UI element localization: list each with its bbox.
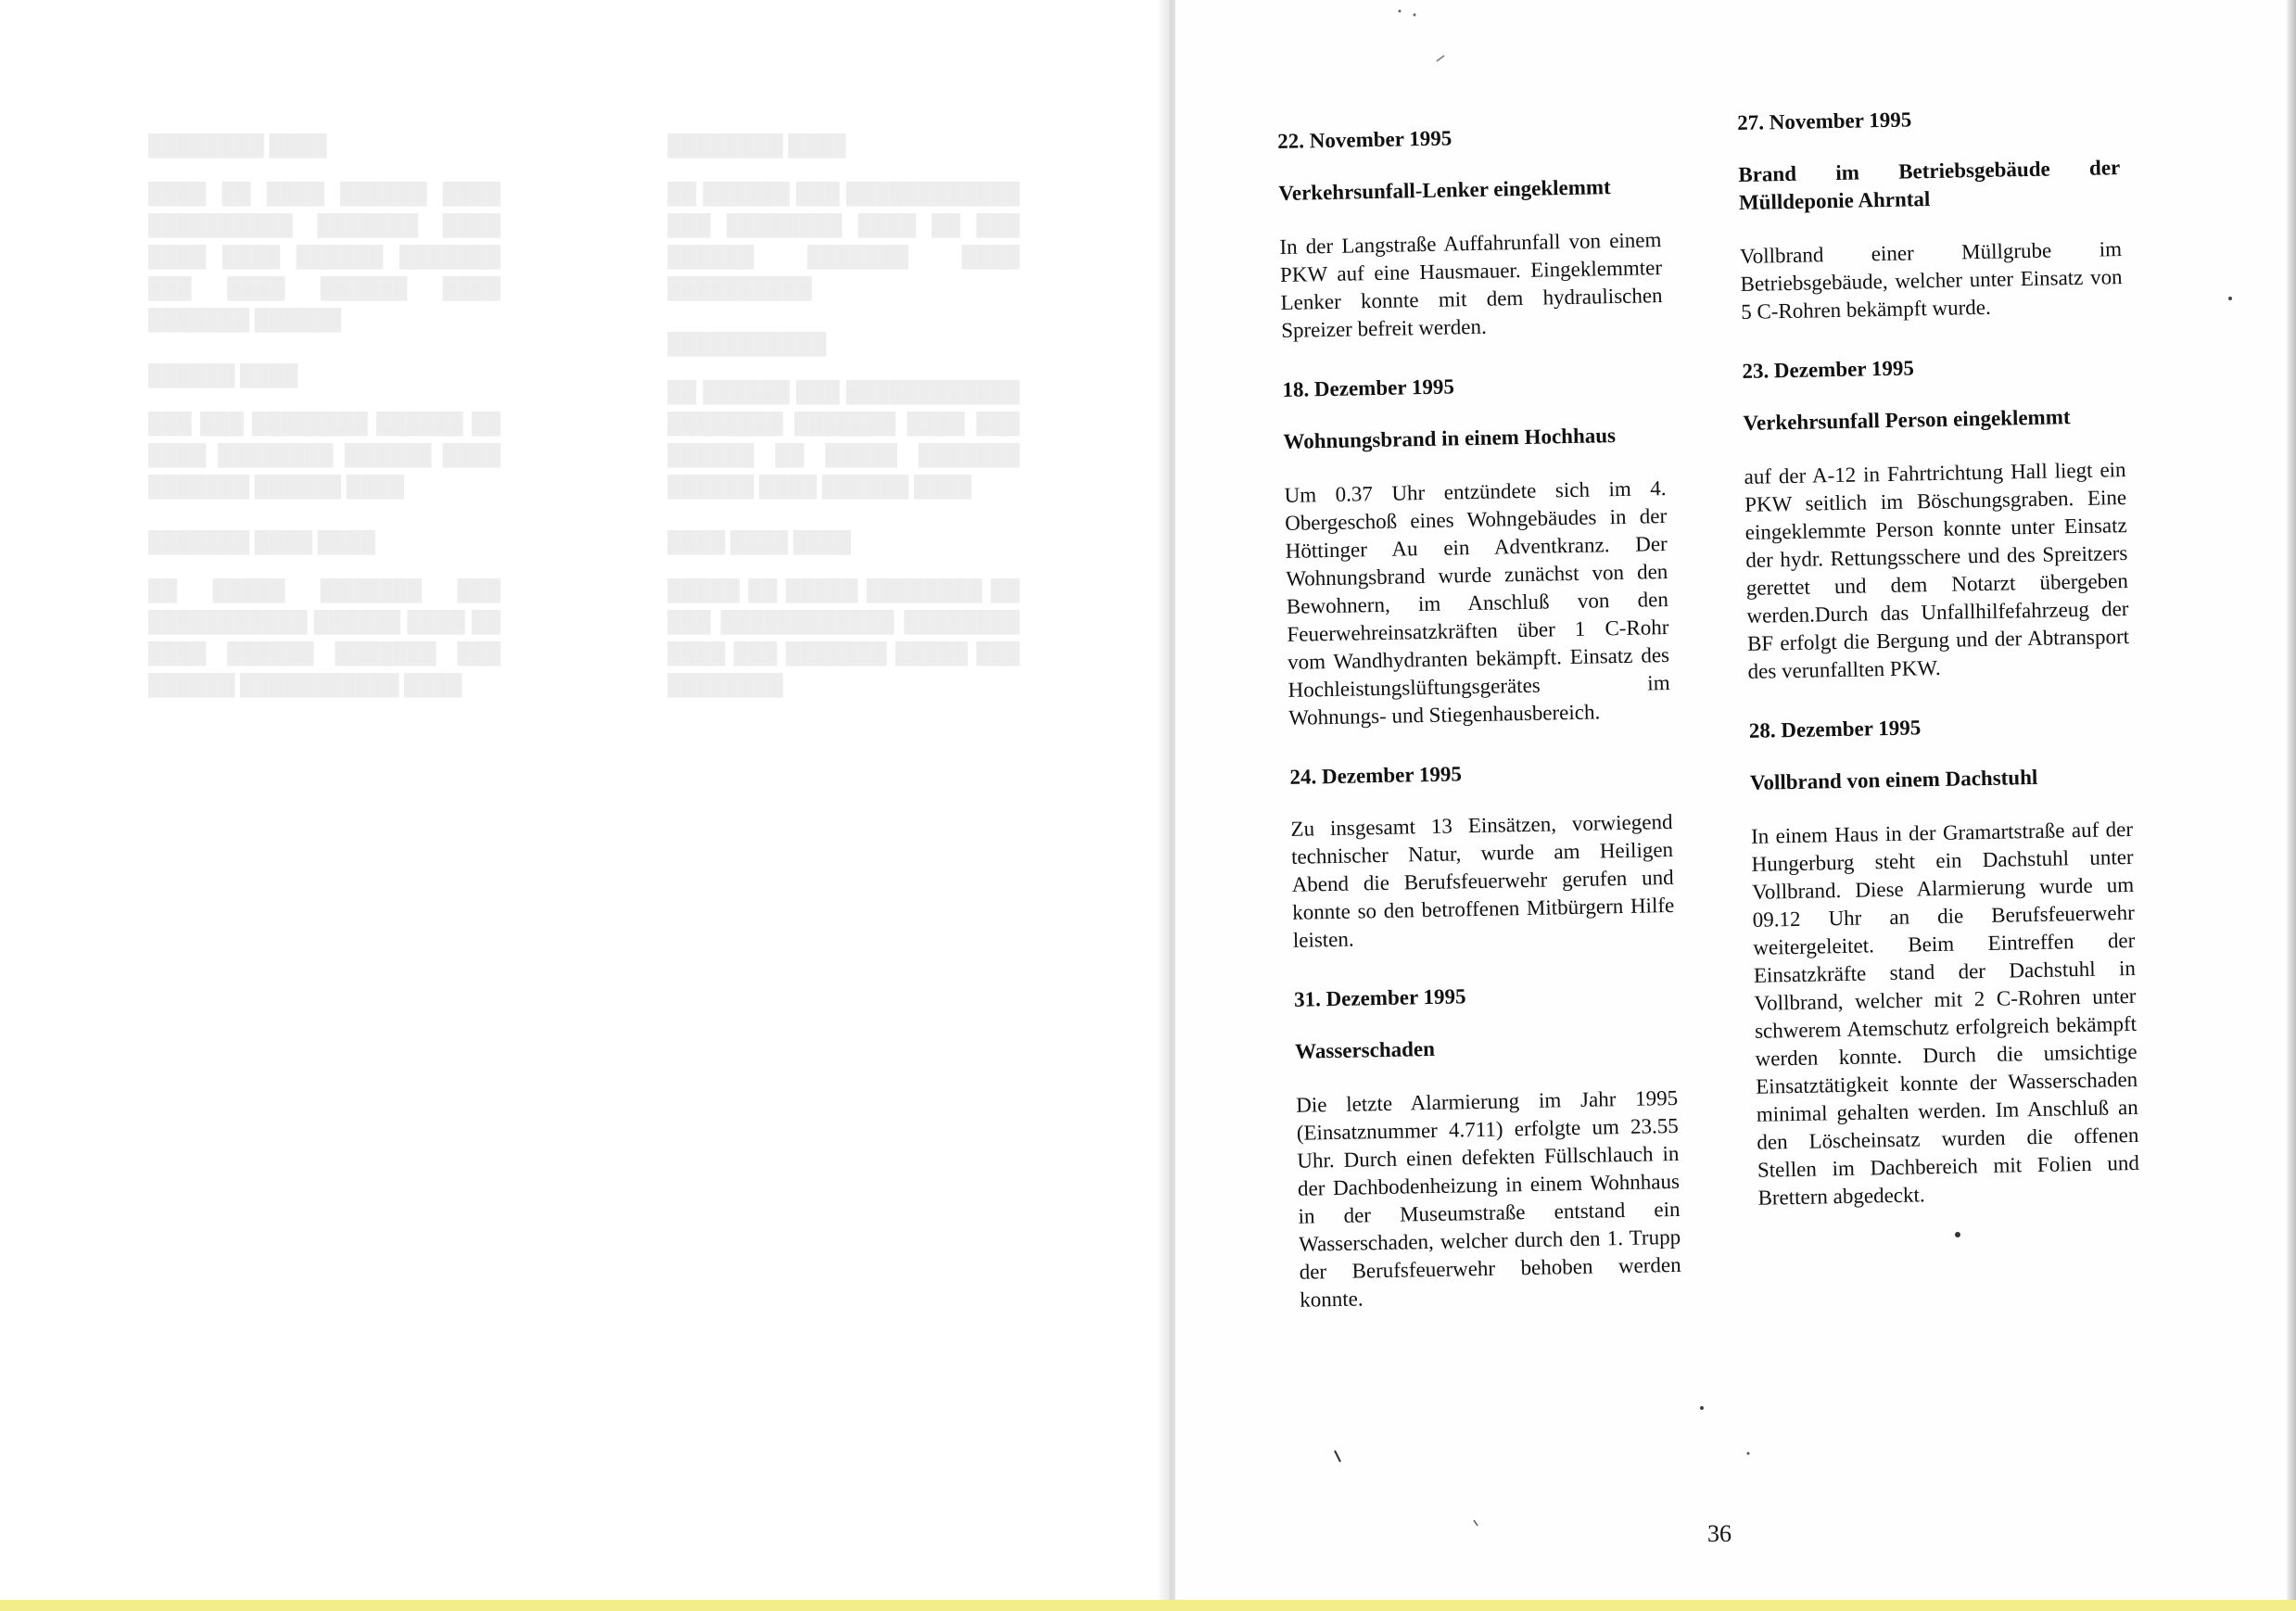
entry-text: In der Langstraße Auffahrunfall von einem PKW auf eine Hausmauer. Eingeklemmter Lenker konnte mit dem hydraulischen Spreizer befreit werden. — [1279, 228, 1663, 342]
page-number: 36 — [1707, 1520, 1732, 1547]
entry-date: 18. Dezember 1995 — [1282, 374, 1455, 401]
entry-title: Wasserschaden — [1294, 1036, 1436, 1063]
entry-title-word: Betriebsgebäude — [1897, 157, 2050, 184]
entry-date: 27. November 1995 — [1737, 108, 1912, 134]
entry-title-word: der — [2088, 156, 2121, 180]
bleed-through-left: ████████ ████ ████ ██ ████ ██████ ████ ██████████ ███████ ████ ████ ████ ██████ ███████ ███ ████ ██████ ████ ███████ ██████ ██████ ████ ███ ███ ████████ ██████ ██ ████ ████████ ██████ ████ ███████ ██████ ████ ███████ ████ ████ ██ █████ ███████ ███ ███████████ ██████ ████ ██ ████ ██████ ███████ ███ ██████ ███████████ ████ — [148, 133, 501, 696]
entry-date: 22. November 1995 — [1277, 126, 1452, 153]
entry-date: 28. Dezember 1995 — [1748, 716, 1922, 742]
entry-title-word: Brand — [1738, 161, 1797, 186]
entry-date: 31. Dezember 1995 — [1293, 984, 1466, 1011]
entry-text: Vollbrand einer Müllgrube im Betriebsgebäude, welcher unter Einsatz von 5 C-Rohren bekämpft wurde. — [1739, 237, 2123, 323]
entry-text: Zu insgesamt 13 Einsätzen, vorwiegend technischer Natur, wurde am Heiligen Abend die Berufsfeuerwehr gerufen und konnte so den betroffenen Mitbürgern Hilfe leisten. — [1290, 809, 1675, 952]
entry-title: Verkehrsunfall-Lenker eingeklemmt — [1278, 175, 1611, 205]
entry-title: Wohnungsbrand in einem Hochhaus — [1283, 424, 1617, 453]
entry-title-continued: Mülldeponie Ahrntal — [1738, 187, 1931, 214]
entry-date: 23. Dezember 1995 — [1742, 356, 1915, 383]
entry-title: Verkehrsunfall Person eingeklemmt — [1743, 405, 2071, 435]
bleed-through-right: ████████ ████ ██ ██████ ███ ████████████ ███ ████████ ████ ██ ███ ██████ ███████ ████ ██████████ ███████████ ██ ██████ ███ ████████████ ████████ ███████ ████ ███ ██████ ██ █████ ███████ ██████ ████ ██████ ████ ████ ████ ████ █████ ██ █████ ████████ ██ ███ ████████████ ████████ ████ ███ ███████ █████ ███ ████████ — [667, 133, 1020, 696]
scan-bottom-strip — [0, 1600, 2296, 1611]
entry-date: 24. Dezember 1995 — [1289, 762, 1463, 789]
entry-text: Die letzte Alarmierung im Jahr 1995 (Einsatznummer 4.711) erfolgte um 23.55 Uhr. Durch einen defekten Füllschlauch in der Dachbodenheizung in einem Wohnhaus in der Museumstraße entstand ein Wasserschaden, welcher durch den 1. Trupp der Berufsfeuerwehr behoben werden konnte. — [1296, 1085, 1681, 1312]
entry-text: In einem Haus in der Gramartstraße auf der Hungerburg steht ein Dachstuhl unter Vollbrand. Diese Alarmierung wurde um 09.12 Uhr an die Berufsfeuerwehr weitergeleitet. Beim Eintreffen der Einsatzkräfte stand der Dachstuhl in Vollbrand, welcher mit 2 C-Rohren unter schwerem Atemschutz erfolgreich bekämpft werden konnte. Durch die umsichtige Einsatztätigkeit konnte der Wasserschaden minimal gehalten werden. Im Anschluß an den Löscheinsatz wurden die offenen Stellen im Dachbereich mit Folien und Brettern abgedeckt. — [1750, 817, 2140, 1210]
entry-title-word: im — [1835, 160, 1860, 184]
entry-text: Um 0.37 Uhr entzündete sich im 4. Obergeschoß eines Wohngebäudes in der Höttinger Au ein Adventkranz. Der Wohnungsbrand wurde zunächst von den Bewohnern, im Anschluß von den Feuerwehreinsatzkräften über 1 C-Rohr vom Wandhydranten bekämpft. Einsatz des Hochleistungslüftungsgerätes im Wohnungs- und Stiegenhausbereich. — [1284, 476, 1670, 729]
entry-title: Vollbrand von einem Dachstuhl — [1749, 765, 2038, 794]
entry-text: auf der A-12 in Fahrtrichtung Hall liegt ein PKW seitlich im Böschungsgraben. Eine eingeklemmte Person konnte unter Einsatz der hydr. Rettungsschere und des Spreitzers gerettet und dem Notarzt übergeben werden.Durch das Unfallhilfefahrzeug der BF erfolgt die Bergung und der Abtransport des verunfallten PKW. — [1744, 458, 2130, 683]
